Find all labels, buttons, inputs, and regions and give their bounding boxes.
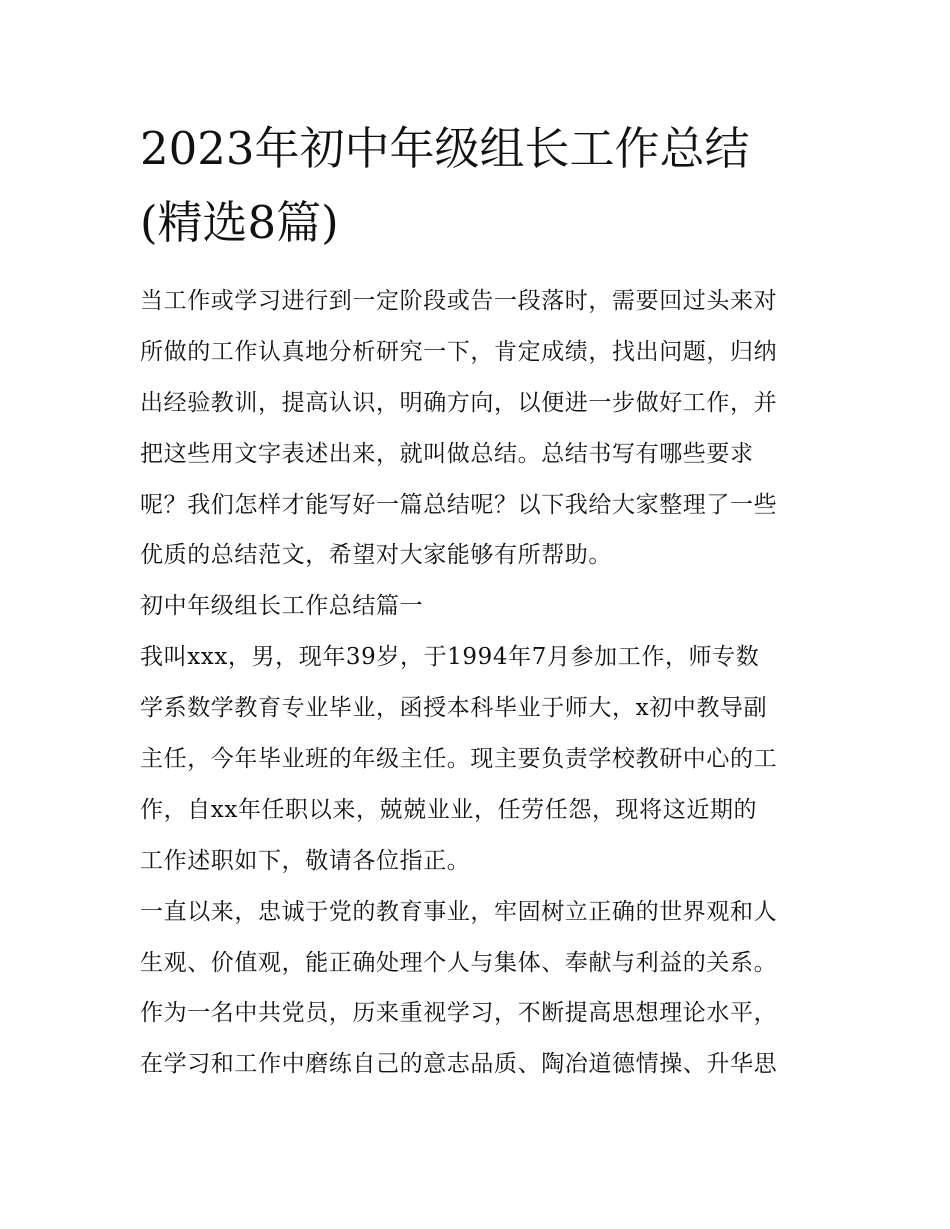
text-line: 出经验教训，提高认识，明确方向，以便进一步做好工作，并: [140, 389, 778, 416]
text-line: 把这些用文字表述出来，就叫做总结。总结书写有哪些要求: [140, 440, 754, 467]
text-line: 作，自xx年任职以来，兢兢业业，任劳任怨，现将这近期的: [140, 796, 758, 823]
section-heading: 初中年级组长工作总结篇一: [140, 593, 424, 620]
text-line: 优质的总结范文，希望对大家能够有所帮助。: [140, 542, 612, 569]
title-line: 2023年初中年级组长工作总结: [140, 122, 750, 175]
text-line: 主任，今年毕业班的年级主任。现主要负责学校教研中心的工: [140, 746, 778, 773]
text-line: 工作述职如下，敬请各位指正。: [140, 847, 471, 874]
text-line: 作为一名中共党员，历来重视学习，不断提高思想理论水平，: [140, 1000, 778, 1027]
document-title: [140, 112, 830, 260]
text-line: 当工作或学习进行到一定阶段或告一段落时，需要回过头来对: [140, 288, 778, 314]
text-line: 学系数学教育专业毕业，函授本科毕业于师大，x初中教导副: [140, 695, 768, 722]
text-line: 在学习和工作中磨练自己的意志品质、陶冶道德情操、升华思: [140, 1051, 778, 1078]
text-line: 所做的工作认真地分析研究一下，肯定成绩，找出问题，归纳: [140, 338, 778, 365]
document-body: [140, 276, 830, 1090]
text-line: 一直以来，忠诚于党的教育事业，牢固树立正确的世界观和人: [140, 898, 778, 925]
title-line: (精选8篇): [140, 196, 339, 249]
text-line: 生观、价值观，能正确处理个人与集体、奉献与利益的关系。: [140, 949, 778, 976]
text-line: 我叫xxx，男，现年39岁，于1994年7月参加工作，师专数: [140, 644, 760, 671]
text-line: 呢？我们怎样才能写好一篇总结呢？以下我给大家整理了一些: [140, 491, 778, 518]
